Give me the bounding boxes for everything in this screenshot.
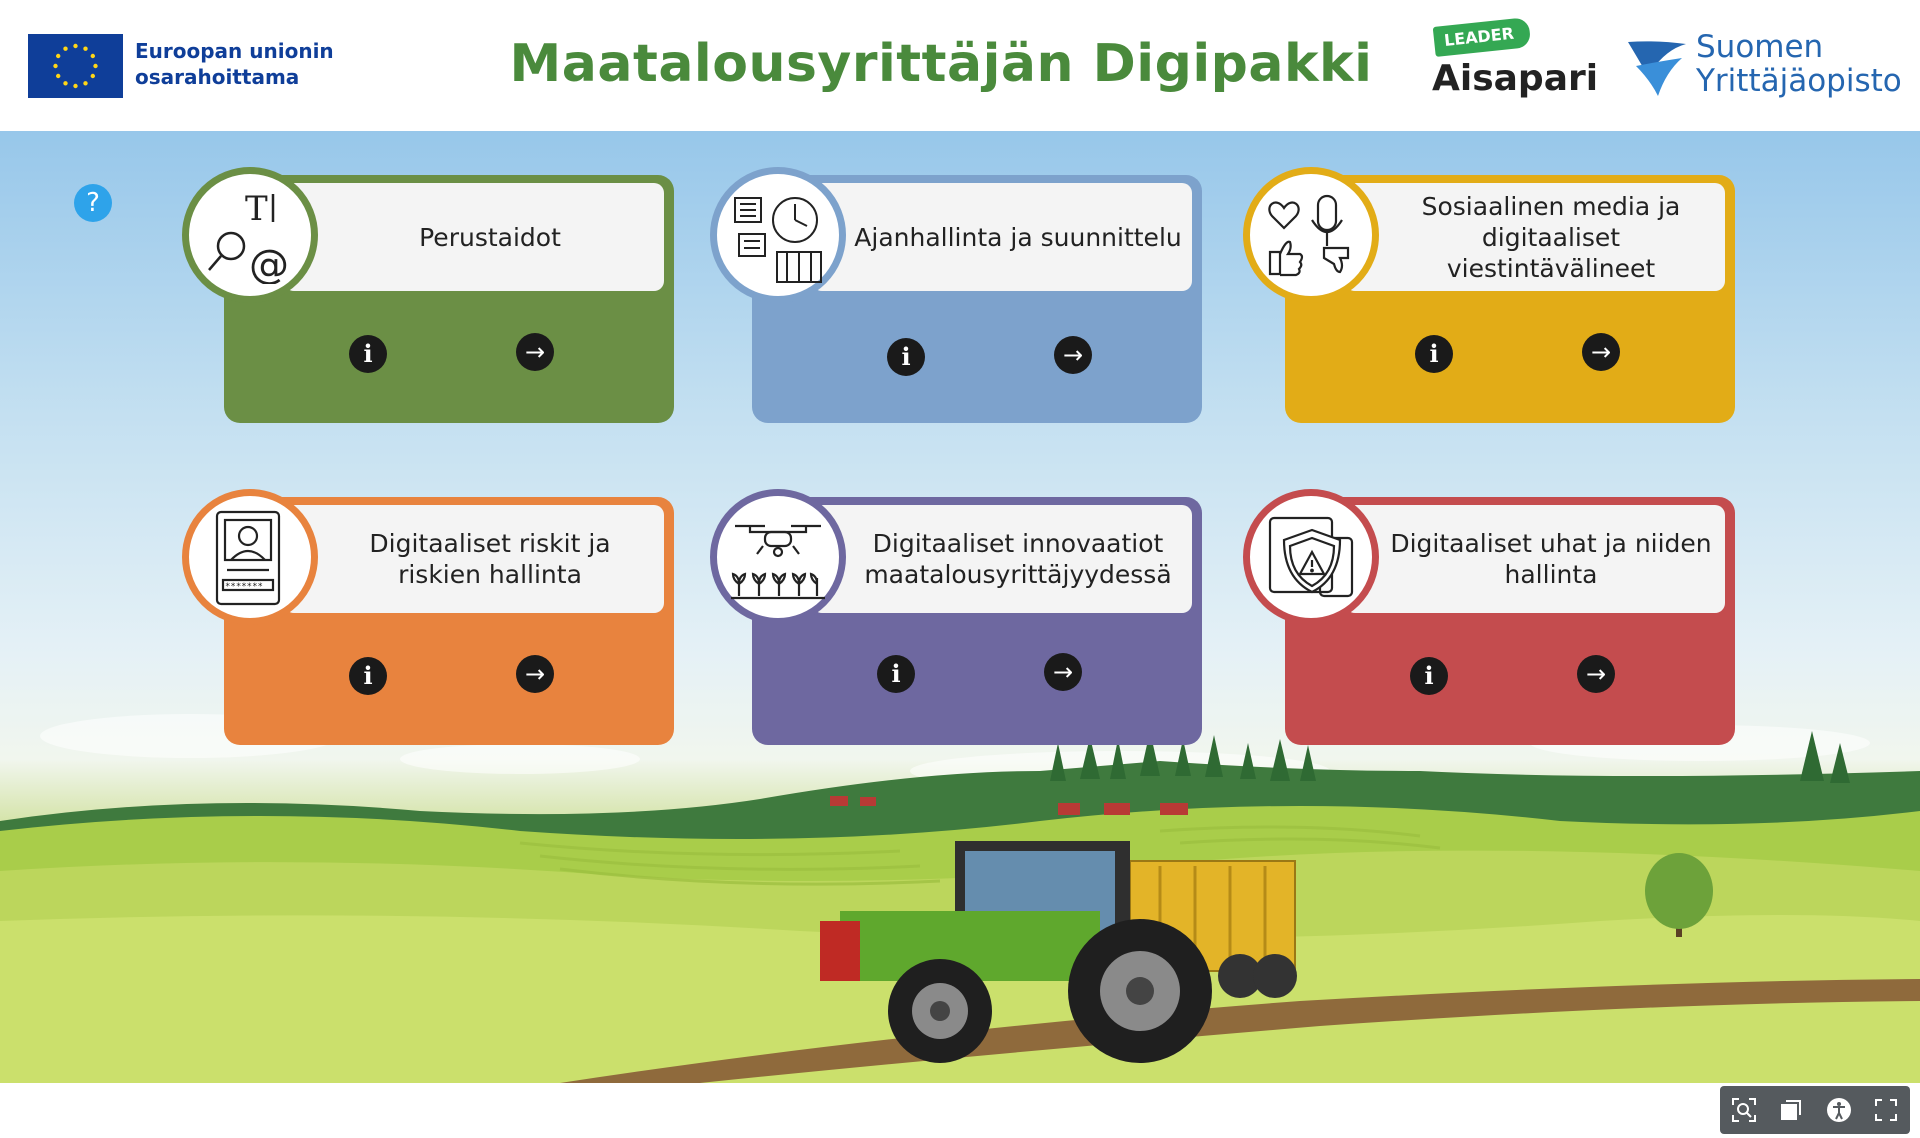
bottom-bar [0,1083,1920,1138]
id-card-password-icon [182,489,318,625]
next-arrow-button[interactable]: → [516,655,554,693]
next-arrow-button[interactable]: → [1044,653,1082,691]
topic-card [1285,175,1735,423]
info-button[interactable]: i [349,657,387,695]
accessibility-icon[interactable] [1819,1090,1859,1130]
next-arrow-button[interactable]: → [1582,333,1620,371]
suomen-yrittajaopisto-logo-icon [1626,36,1688,98]
topic-card [1285,497,1735,745]
card-title: Digitaaliset uhat ja niiden hallinta [1345,505,1725,613]
card-title: Perustaidot [284,183,664,291]
topic-card [752,175,1202,423]
next-arrow-button[interactable]: → [516,333,554,371]
topic-card [752,497,1202,745]
next-arrow-button[interactable]: → [1054,336,1092,374]
suomen-yrittajaopisto-logo-text [1696,30,1902,98]
topic-card [224,497,674,745]
sy-line1: Suomen [1696,29,1824,65]
drone-crops-icon [710,489,846,625]
header [0,0,1920,131]
help-button[interactable]: ? [74,184,112,222]
card-title: Sosiaalinen media ja digitaaliset viestintävälineet [1345,183,1725,291]
social-media-icon [1243,167,1379,303]
eu-label-line2: osarahoittama [135,65,300,89]
clock-list-calendar-icon [710,167,846,303]
info-button[interactable]: i [349,335,387,373]
svg-text:@: @ [249,242,289,284]
leader-badge: LEADER [1433,17,1532,57]
card-title: Ajanhallinta ja suunnittelu [812,183,1192,291]
info-button[interactable]: i [1410,657,1448,695]
next-arrow-button[interactable]: → [1577,655,1615,693]
card-title: Digitaaliset riskit ja riskien hallinta [284,505,664,613]
topic-card [224,175,674,423]
info-button[interactable]: i [887,338,925,376]
fullscreen-icon[interactable] [1866,1090,1906,1130]
card-title: Digitaaliset innovaatiot maatalousyrittäjyydessä [812,505,1192,613]
shield-warning-icon [1243,489,1379,625]
info-button[interactable]: i [1415,335,1453,373]
svg-text:*******: ******* [225,582,263,592]
page-title: Maatalousyrittäjän Digipakki [509,34,1373,94]
zoom-icon[interactable] [1724,1090,1764,1130]
eu-label-line1: Euroopan unionin [135,39,334,63]
aisapari-logo-text: Aisapari [1432,58,1599,99]
sy-line2: Yrittäjäopisto [1696,63,1902,99]
window-icon[interactable] [1771,1090,1811,1130]
info-button[interactable]: i [877,655,915,693]
player-controls [1720,1086,1910,1134]
text-search-at-icon [182,167,318,303]
svg-text:T: T [245,189,268,229]
